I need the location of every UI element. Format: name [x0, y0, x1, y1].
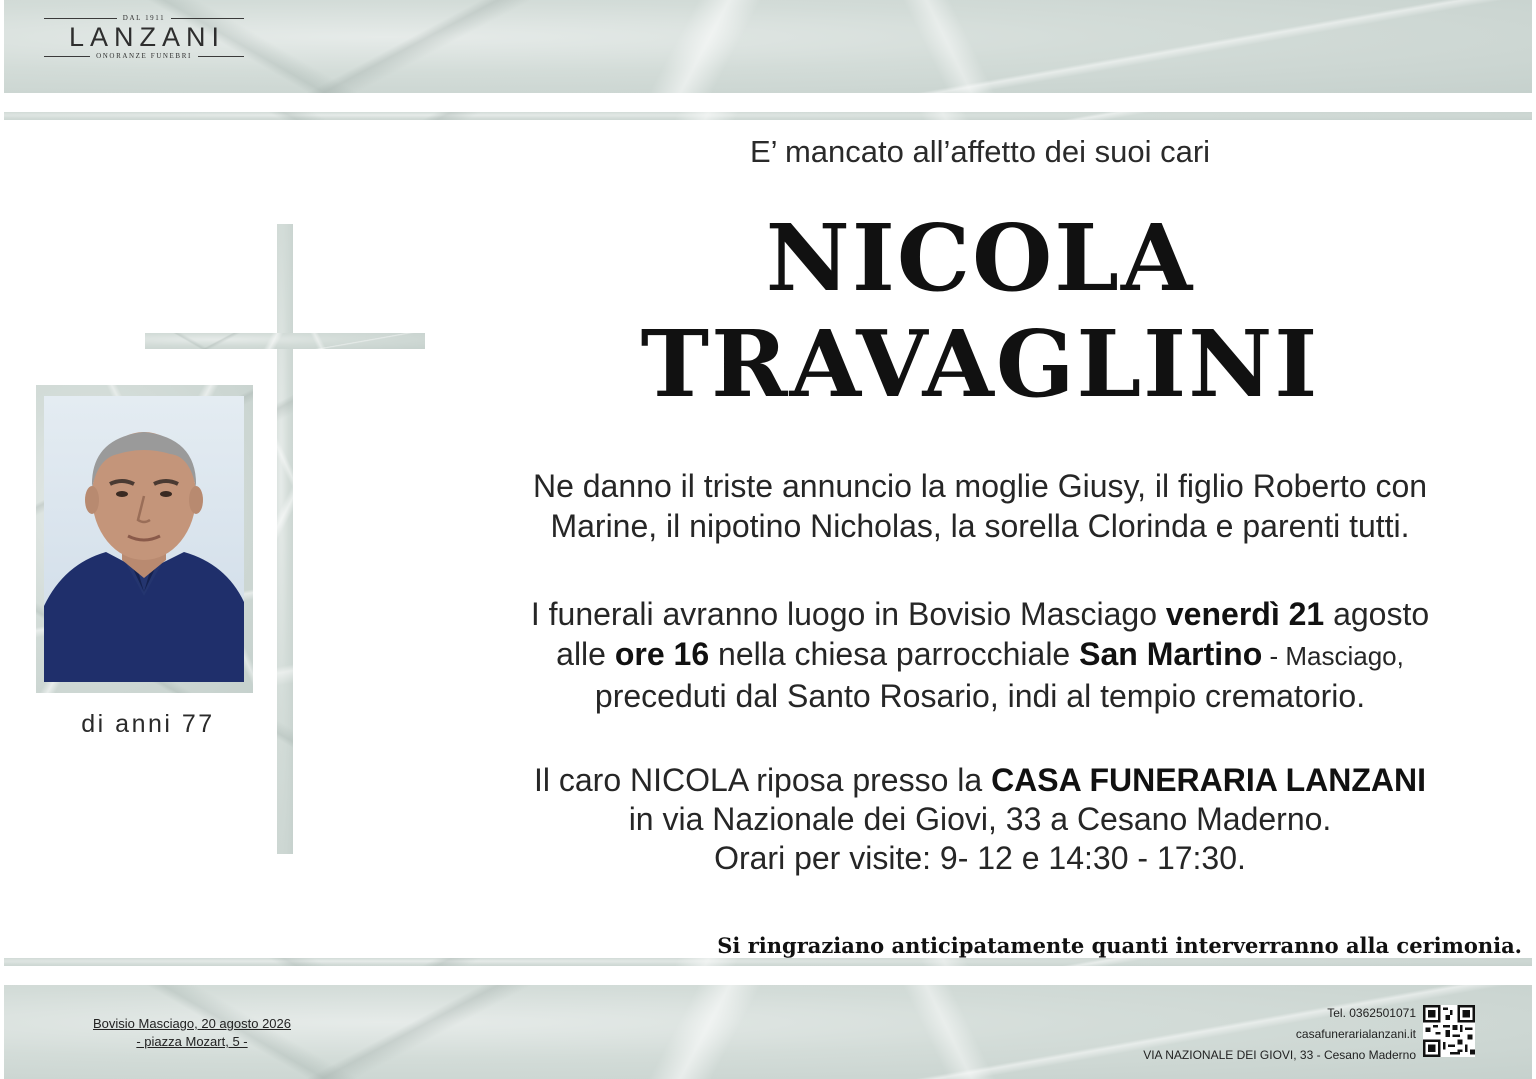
church-name: San Martino — [1079, 636, 1263, 672]
announcement-line-2: Marine, il nipotino Nicholas, la sorella Clorinda e parenti tutti. — [550, 508, 1410, 544]
footer-contacts — [1143, 1003, 1416, 1066]
announcement-line-1: Ne danno il triste annuncio la moglie Giusy, il figlio Roberto con — [532, 468, 1428, 504]
age-label: di anni 77 — [81, 710, 215, 738]
footer-phone: Tel. 0362501071 — [1327, 1006, 1416, 1020]
logo-brand: LANZANI — [68, 22, 226, 52]
footer-company-address: VIA NAZIONALE DEI GIOVI, 33 - Cesano Maderno — [1143, 1048, 1416, 1062]
qr-code-icon[interactable] — [1423, 1005, 1475, 1057]
portrait-photo — [44, 396, 244, 682]
top-marble-strip — [4, 112, 1532, 120]
bottom-marble-strip — [4, 958, 1532, 966]
announcement-paragraph — [460, 466, 1500, 546]
funeral-line-2: alle ore 16 nella chiesa parrocchiale San Martino - Masciago, — [556, 636, 1404, 672]
logo-since: DAL 1911 — [122, 14, 166, 22]
last-name: TRAVAGLINI — [640, 310, 1320, 418]
funeral-paragraph — [460, 594, 1500, 716]
visitation-paragraph — [460, 761, 1500, 878]
funeral-date: venerdì 21 — [1165, 596, 1325, 632]
lanzani-logo — [44, 14, 244, 60]
photo-frame — [36, 385, 253, 693]
visitation-line-1: Il caro NICOLA riposa presso la CASA FUNERARIA LANZANI — [533, 762, 1426, 798]
funeral-line-3: preceduti dal Santo Rosario, indi al tempio crematorio. — [594, 678, 1366, 714]
cross-horizontal-bar — [145, 333, 425, 349]
footer-address: - piazza Mozart, 5 - — [136, 1034, 248, 1049]
logo-tagline: ONORANZE FUNEBRI — [96, 52, 192, 60]
visitation-line-2: in via Nazionale dei Giovi, 33 a Cesano Maderno. — [628, 801, 1332, 837]
funeral-home-name: CASA FUNERARIA LANZANI — [991, 762, 1426, 798]
funeral-line-1: I funerali avranno luogo in Bovisio Masciago venerdì 21 agosto — [530, 596, 1430, 632]
first-name: NICOLA — [765, 204, 1195, 312]
intro-line: E’ mancato all’affetto dei suoi cari — [749, 134, 1211, 169]
thanks-line: Si ringraziano anticipatamente quanti interverranno alla cerimonia. — [717, 933, 1522, 958]
deceased-name — [460, 205, 1500, 417]
footer-place-date — [70, 1015, 314, 1051]
cross-vertical-bar — [277, 224, 293, 854]
funeral-time: ore 16 — [614, 636, 710, 672]
footer-website[interactable]: casafunerarialanzani.it — [1295, 1027, 1416, 1041]
footer-date: Bovisio Masciago, 20 agosto 2026 — [92, 1016, 291, 1031]
visitation-hours: Orari per visite: 9- 12 e 14:30 - 17:30. — [714, 840, 1246, 876]
